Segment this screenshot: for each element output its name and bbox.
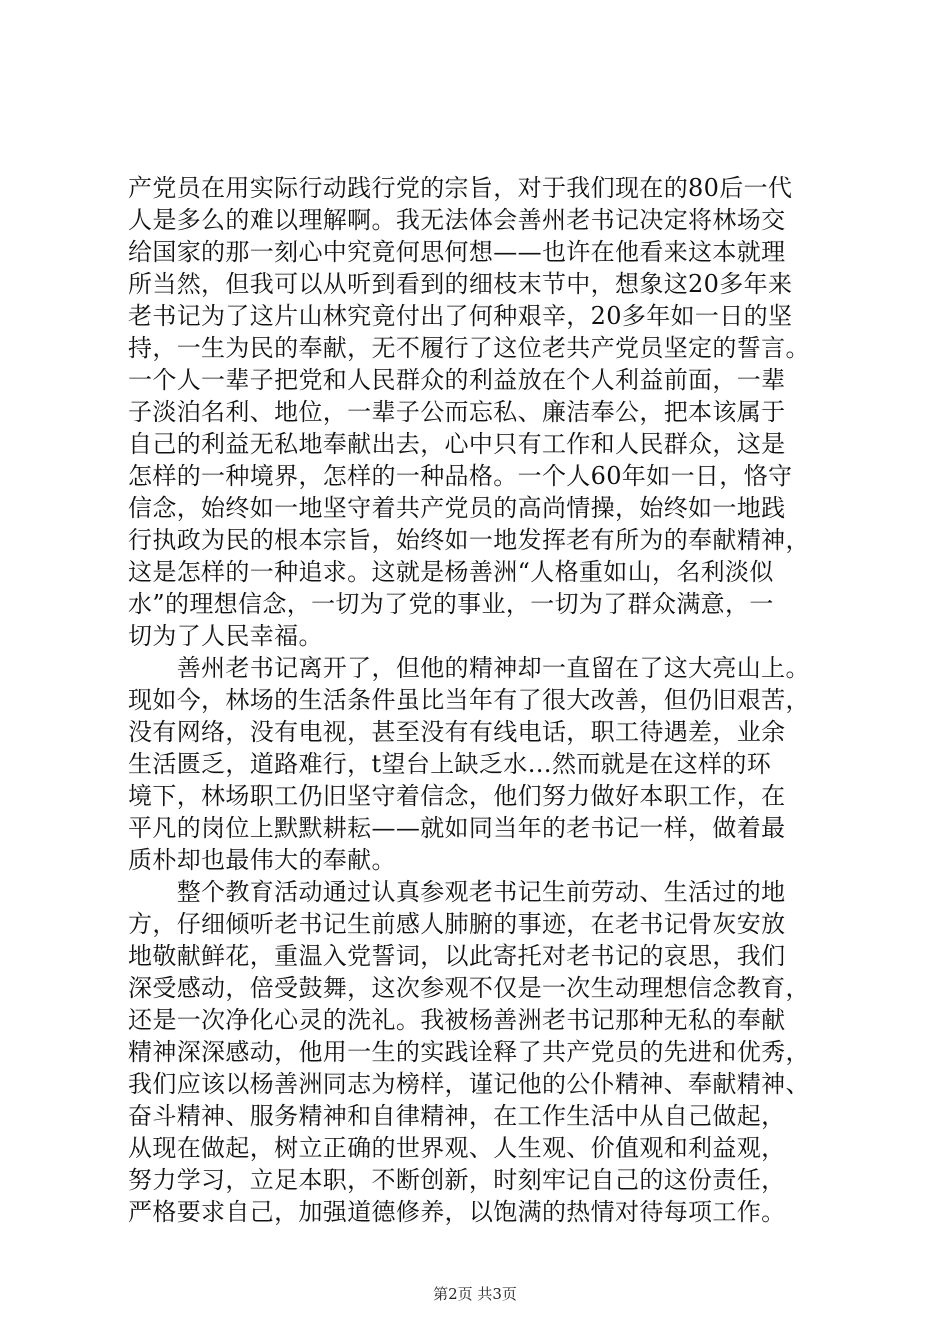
text-line: 信念，始终如一地坚守着共产党员的高尚情操，始终如一地践 xyxy=(128,494,786,522)
text-line: 切为了人民幸福。 xyxy=(128,622,323,650)
text-line: 没有网络，没有电视，甚至没有有线电话，职工待遇差，业余 xyxy=(128,718,786,746)
text-line: 行执政为民的根本宗旨，始终如一地发挥老有所为的奉献精神， xyxy=(128,526,810,554)
text-line: 境下，林场职工仍旧坚守着信念，他们努力做好本职工作，在 xyxy=(128,782,786,810)
text-line: 严格要求自己，加强道德修养，以饱满的热情对待每项工作。 xyxy=(128,1198,786,1226)
text-line: 这是怎样的一种追求。这就是杨善洲“人格重如山，名利淡似 xyxy=(128,558,774,586)
page-number-footer: 第2页 共3页 xyxy=(433,1285,517,1303)
text-line: 善州老书记离开了，但他的精神却一直留在了这大亮山上。 xyxy=(128,654,810,682)
text-line: 我们应该以杨善洲同志为榜样，谨记他的公仆精神、奉献精神、 xyxy=(128,1070,810,1098)
text-line: 从现在做起，树立正确的世界观、人生观、价值观和利益观， xyxy=(128,1134,786,1162)
text-line: 质朴却也最伟大的奉献。 xyxy=(128,846,396,874)
text-line: 地敬献鲜花，重温入党誓词，以此寄托对老书记的哀思，我们 xyxy=(128,942,786,970)
text-line: 现如今，林场的生活条件虽比当年有了很大改善，但仍旧艰苦， xyxy=(128,686,810,714)
text-line: 精神深深感动，他用一生的实践诠释了共产党员的先进和优秀， xyxy=(128,1038,810,1066)
text-line: 方，仔细倾听老书记生前感人肺腑的事迹，在老书记骨灰安放 xyxy=(128,910,786,938)
text-line: 自己的利益无私地奉献出去，心中只有工作和人民群众，这是 xyxy=(128,430,786,458)
text-line: 平凡的岗位上默默耕耘——就如同当年的老书记一样，做着最 xyxy=(128,814,786,842)
text-line: 人是多么的难以理解啊。我无法体会善州老书记决定将林场交 xyxy=(128,206,786,234)
text-line: 整个教育活动通过认真参观老书记生前劳动、生活过的地 xyxy=(128,878,786,906)
text-line: 一个人一辈子把党和人民群众的利益放在个人利益前面，一辈 xyxy=(128,366,786,394)
document-body xyxy=(128,172,858,1228)
text-line: 深受感动，倍受鼓舞，这次参观不仅是一次生动理想信念教育， xyxy=(128,974,810,1002)
text-line: 努力学习，立足本职，不断创新，时刻牢记自己的这份责任， xyxy=(128,1166,786,1194)
text-line: 持，一生为民的奉献，无不履行了这位老共产党员坚定的誓言。 xyxy=(128,334,810,362)
text-line: 生活匮乏，道路难行，t望台上缺乏水…然而就是在这样的环 xyxy=(128,750,772,778)
text-line: 老书记为了这片山林究竟付出了何种艰辛，20多年如一日的坚 xyxy=(128,302,793,330)
text-line: 给国家的那一刻心中究竟何思何想——也许在他看来这本就理 xyxy=(128,238,786,266)
text-line: 水”的理想信念，一切为了党的事业，一切为了群众满意，一 xyxy=(128,590,774,618)
text-line: 产党员在用实际行动践行党的宗旨，对于我们现在的80后一代 xyxy=(128,174,793,202)
text-line: 还是一次净化心灵的洗礼。我被杨善洲老书记那种无私的奉献 xyxy=(128,1006,786,1034)
text-line: 奋斗精神、服务精神和自律精神，在工作生活中从自己做起， xyxy=(128,1102,786,1130)
text-line: 怎样的一种境界，怎样的一种品格。一个人60年如一日，恪守 xyxy=(128,462,793,490)
text-line: 子淡泊名利、地位，一辈子公而忘私、廉洁奉公，把本该属于 xyxy=(128,398,786,426)
text-line: 所当然，但我可以从听到看到的细枝末节中，想象这20多年来 xyxy=(128,270,793,298)
